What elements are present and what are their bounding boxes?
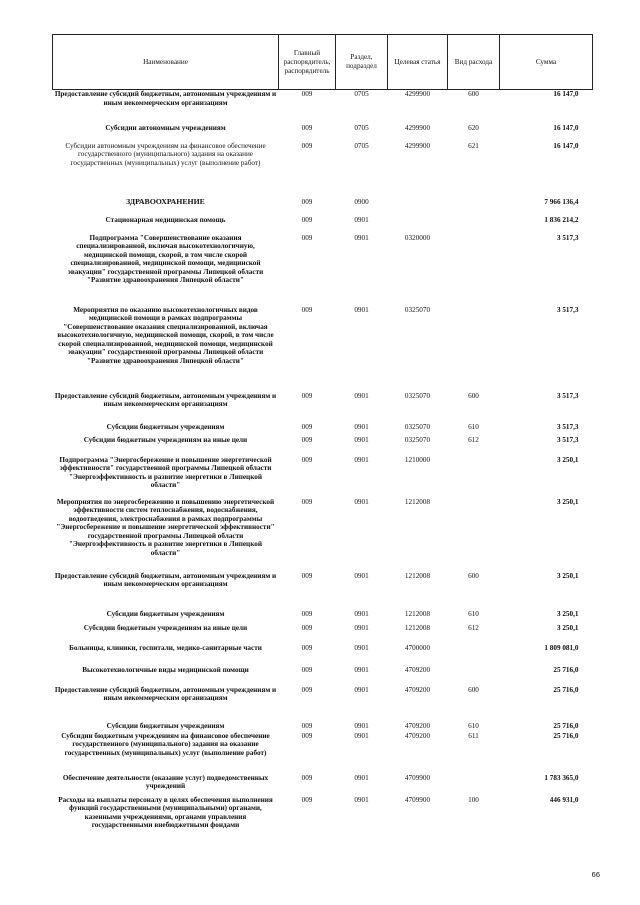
- row-name: Высокотехнологичные виды медицинской помощи: [82, 665, 249, 674]
- row-vid: [448, 456, 500, 498]
- row-razdel: 0901: [354, 305, 369, 314]
- row-glavny: 009: [301, 141, 313, 150]
- row-vid: 610: [468, 609, 479, 618]
- header-name: Наименование: [53, 35, 279, 90]
- row-celevaya: 4299900: [404, 90, 431, 98]
- table-row: [53, 666, 593, 686]
- header-celevaya: Целевая статья: [388, 35, 448, 90]
- row-razdel: 0901: [354, 665, 369, 674]
- row-glavny: 009: [301, 795, 313, 804]
- row-glavny: 009: [301, 455, 313, 464]
- table-row: [53, 732, 593, 774]
- row-razdel: 0901: [354, 773, 369, 782]
- row-razdel: 0901: [354, 609, 369, 618]
- row-celevaya: 0325070: [404, 391, 431, 400]
- row-summa: 25 716,0: [553, 721, 579, 730]
- row-vid: [448, 498, 500, 572]
- table-body: [53, 90, 593, 848]
- row-celevaya: 4709200: [404, 721, 431, 730]
- row-razdel: 0901: [354, 623, 369, 632]
- row-name: Мероприятия по энергосбережению и повышению энергетической эффективности систем теплоснабжения, водоснабжения, водоотведения, электроснабжения в рамках подпрограммы "Энергосбережение и повышение энергетической эффективности" государственной программы Липецкой области "Энергоэффективность и развитие энергетики в Липецкой области": [56, 497, 275, 558]
- row-summa: 7 966 136,4: [544, 197, 579, 206]
- row-summa: 25 716,0: [553, 731, 579, 740]
- table-row: [53, 624, 593, 644]
- row-name: Подпрограмма "Энергосбережение и повышение энергетической эффективности" государственной программы Липецкой области "Энергоэффективность и развитие энергетики в Липецкой области": [59, 455, 272, 490]
- row-glavny: 009: [301, 435, 313, 444]
- table-row: [53, 498, 593, 572]
- row-celevaya: 4299900: [404, 123, 431, 132]
- row-glavny: 009: [301, 731, 313, 740]
- row-name: Предоставление субсидий бюджетным, автономным учреждениям и иным некоммерческим организациям: [54, 571, 277, 589]
- row-glavny: 009: [301, 233, 313, 242]
- row-name: Субсидии бюджетным учреждениям: [106, 422, 225, 431]
- row-celevaya: 0320000: [404, 233, 431, 242]
- row-razdel: 0901: [354, 422, 369, 431]
- row-summa: 446 931,0: [549, 795, 579, 804]
- row-glavny: 009: [301, 497, 313, 506]
- table-row: [53, 796, 593, 848]
- row-razdel: 0901: [354, 455, 369, 464]
- row-celevaya: 1212008: [404, 497, 431, 506]
- row-vid: 610: [468, 422, 479, 431]
- table-row: [53, 306, 593, 392]
- table-header-row: [53, 35, 593, 90]
- header-summa: Сумма: [500, 35, 593, 90]
- row-vid: 600: [468, 90, 479, 98]
- row-name: Подпрограмма "Совершенствование оказания специализированной, включая высокотехнологичную, медицинской помощи, скорой, в том числе скорой специализированной, медицинской помощи, медицинской эвакуации" государственной программы Липецкой области "Развитие здравоохранения Липецкой области": [67, 233, 264, 285]
- row-glavny: 009: [301, 197, 313, 206]
- row-celevaya: 1212008: [404, 609, 431, 618]
- row-summa: 3 250,1: [556, 609, 579, 618]
- row-vid: 621: [468, 141, 479, 150]
- row-vid: [448, 774, 500, 796]
- table-row: [53, 774, 593, 796]
- row-summa: 3 517,3: [556, 305, 579, 314]
- row-razdel: 0901: [354, 685, 369, 694]
- row-name: Субсидии бюджетным учреждениям на финансовое обеспечение государственного (муниципального) задания на оказание государственных (муниципальных) услуг (выполнение работ): [61, 731, 270, 757]
- row-vid: [448, 198, 500, 216]
- row-razdel: 0901: [354, 731, 369, 740]
- table-row: [53, 234, 593, 306]
- row-razdel: 0901: [354, 571, 369, 580]
- row-celevaya: 0325070: [404, 435, 431, 444]
- table-row: [53, 572, 593, 610]
- row-summa: 1 783 365,0: [544, 773, 579, 782]
- row-name: Субсидии бюджетным учреждениям: [106, 721, 225, 730]
- row-celevaya: [388, 216, 448, 234]
- row-glavny: 009: [301, 571, 313, 580]
- row-celevaya: 4709900: [404, 773, 431, 782]
- row-razdel: 0705: [354, 141, 369, 150]
- row-vid: 610: [468, 721, 479, 730]
- row-vid: [448, 666, 500, 686]
- row-summa: 25 716,0: [553, 685, 579, 694]
- row-summa: 3 517,3: [556, 233, 579, 242]
- row-vid: [448, 234, 500, 306]
- table-row: [53, 436, 593, 456]
- table-row: [53, 392, 593, 423]
- table-row: [53, 456, 593, 498]
- row-razdel: 0901: [354, 497, 369, 506]
- row-razdel: 0901: [354, 721, 369, 730]
- row-celevaya: 0325070: [404, 305, 431, 314]
- row-name: Расходы на выплаты персоналу в целях обеспечения выполнения функций государственными (муниципальными) органами, казенными учреждениями, органами управления государственными внебюджетными фондами: [58, 795, 273, 830]
- row-celevaya: 4709200: [404, 685, 431, 694]
- budget-table: [52, 34, 593, 848]
- row-name: Субсидии автономным учреждениям на финансовое обеспечение государственного (муниципального) задания на оказание государственных (муниципальных) услуг (выполнение работ): [65, 141, 266, 167]
- row-summa: 16 147,0: [553, 141, 579, 150]
- row-summa: 3 250,1: [556, 497, 579, 506]
- row-celevaya: 4709200: [404, 731, 431, 740]
- row-summa: 16 147,0: [553, 90, 579, 98]
- row-vid: 600: [468, 571, 479, 580]
- row-razdel: 0901: [354, 795, 369, 804]
- row-glavny: 009: [301, 643, 313, 652]
- row-summa: 3 517,3: [556, 435, 579, 444]
- row-glavny: 009: [301, 623, 313, 632]
- table-row: [53, 142, 593, 198]
- header-razdel: Раздел, подраздел: [336, 35, 388, 90]
- table-row: [53, 610, 593, 624]
- row-name: Больницы, клиники, госпитали, медико-санитарные части: [69, 643, 262, 652]
- row-name: Предоставление субсидий бюджетным, автономным учреждениям и иным некоммерческим организациям: [54, 685, 277, 703]
- header-vid: Вид расхода: [448, 35, 500, 90]
- row-glavny: 009: [301, 215, 313, 224]
- row-celevaya: 1212008: [404, 623, 431, 632]
- row-name: Обеспечение деятельности (оказание услуг) подведомственных учреждений: [62, 773, 269, 791]
- table-row: [53, 644, 593, 666]
- row-name: Мероприятия по оказанию высокотехнологичных видов медицинской помощи в рамках подпрограммы "Совершенствование оказания специализированной, включая высокотехнологичную, медицинской помощи, скорой, в том числе скорой специализированной, медицинской помощи, медицинской эвакуации" государственной программы Липецкой области "Развитие здравоохранения Липецкой области": [57, 305, 274, 366]
- row-vid: 612: [468, 623, 479, 632]
- row-razdel: 0901: [354, 643, 369, 652]
- table-row: [53, 198, 593, 216]
- row-summa: 3 250,1: [556, 571, 579, 580]
- row-celevaya: 1212008: [404, 571, 431, 580]
- row-celevaya: [388, 198, 448, 216]
- row-celevaya: 4299900: [404, 141, 431, 150]
- row-glavny: 009: [301, 665, 313, 674]
- row-name: ЗДРАВООХРАНЕНИЕ: [126, 196, 205, 206]
- row-glavny: 009: [301, 721, 313, 730]
- table-row: [53, 216, 593, 234]
- row-glavny: 009: [301, 391, 313, 400]
- budget-table-container: [52, 34, 592, 848]
- row-summa: 1 809 081,0: [544, 643, 579, 652]
- page-number: 66: [591, 870, 600, 879]
- row-celevaya: 4700000: [404, 643, 431, 652]
- table-row: [53, 423, 593, 436]
- table-row: [53, 686, 593, 722]
- row-razdel: 0901: [354, 215, 369, 224]
- row-summa: 3 250,1: [556, 623, 579, 632]
- table-row: [53, 124, 593, 142]
- row-name: Субсидии бюджетным учреждениям на иные цели: [83, 435, 248, 444]
- row-vid: [448, 216, 500, 234]
- row-celevaya: 4709200: [404, 665, 431, 674]
- row-vid: [448, 306, 500, 392]
- row-summa: 16 147,0: [553, 123, 579, 132]
- row-glavny: 009: [301, 422, 313, 431]
- row-name: Субсидии бюджетным учреждениям на иные цели: [83, 623, 248, 632]
- row-razdel: 0705: [354, 90, 369, 98]
- row-vid: 100: [468, 795, 479, 804]
- row-razdel: 0705: [354, 123, 369, 132]
- row-summa: 3 250,1: [556, 455, 579, 464]
- row-vid: 600: [468, 391, 479, 400]
- row-vid: [448, 644, 500, 666]
- row-summa: 25 716,0: [553, 665, 579, 674]
- row-name: Субсидии бюджетным учреждениям: [106, 609, 225, 618]
- row-glavny: 009: [301, 305, 313, 314]
- row-glavny: 009: [301, 609, 313, 618]
- header-glavny: Главный распорядитель, распорядитель: [279, 35, 336, 90]
- row-vid: 600: [468, 685, 479, 694]
- row-razdel: 0901: [354, 435, 369, 444]
- row-name: Субсидии автономным учреждениям: [105, 123, 226, 132]
- row-razdel: 0901: [354, 391, 369, 400]
- row-razdel: 0901: [354, 233, 369, 242]
- row-celevaya: 4709900: [404, 795, 431, 804]
- row-name: Предоставление субсидий бюджетным, автономным учреждениям и иным некоммерческим организациям: [54, 391, 277, 409]
- row-glavny: 009: [301, 90, 313, 98]
- row-glavny: 009: [301, 773, 313, 782]
- row-summa: 1 836 214,2: [544, 215, 579, 224]
- row-glavny: 009: [301, 123, 313, 132]
- row-celevaya: 0325070: [404, 422, 431, 431]
- row-vid: 612: [468, 435, 479, 444]
- row-celevaya: 1210000: [404, 455, 431, 464]
- table-row: [53, 722, 593, 732]
- row-vid: 611: [468, 731, 479, 740]
- row-glavny: 009: [301, 685, 313, 694]
- row-vid: 620: [468, 123, 479, 132]
- row-name: Предоставление субсидий бюджетным, автономным учреждениям и иным некоммерческим организациям: [54, 90, 277, 107]
- row-name: Стационарная медицинская помощь: [105, 215, 226, 224]
- table-row: [53, 90, 593, 124]
- row-razdel: 0900: [354, 197, 369, 206]
- row-summa: 3 517,3: [556, 422, 579, 431]
- row-summa: 3 517,3: [556, 391, 579, 400]
